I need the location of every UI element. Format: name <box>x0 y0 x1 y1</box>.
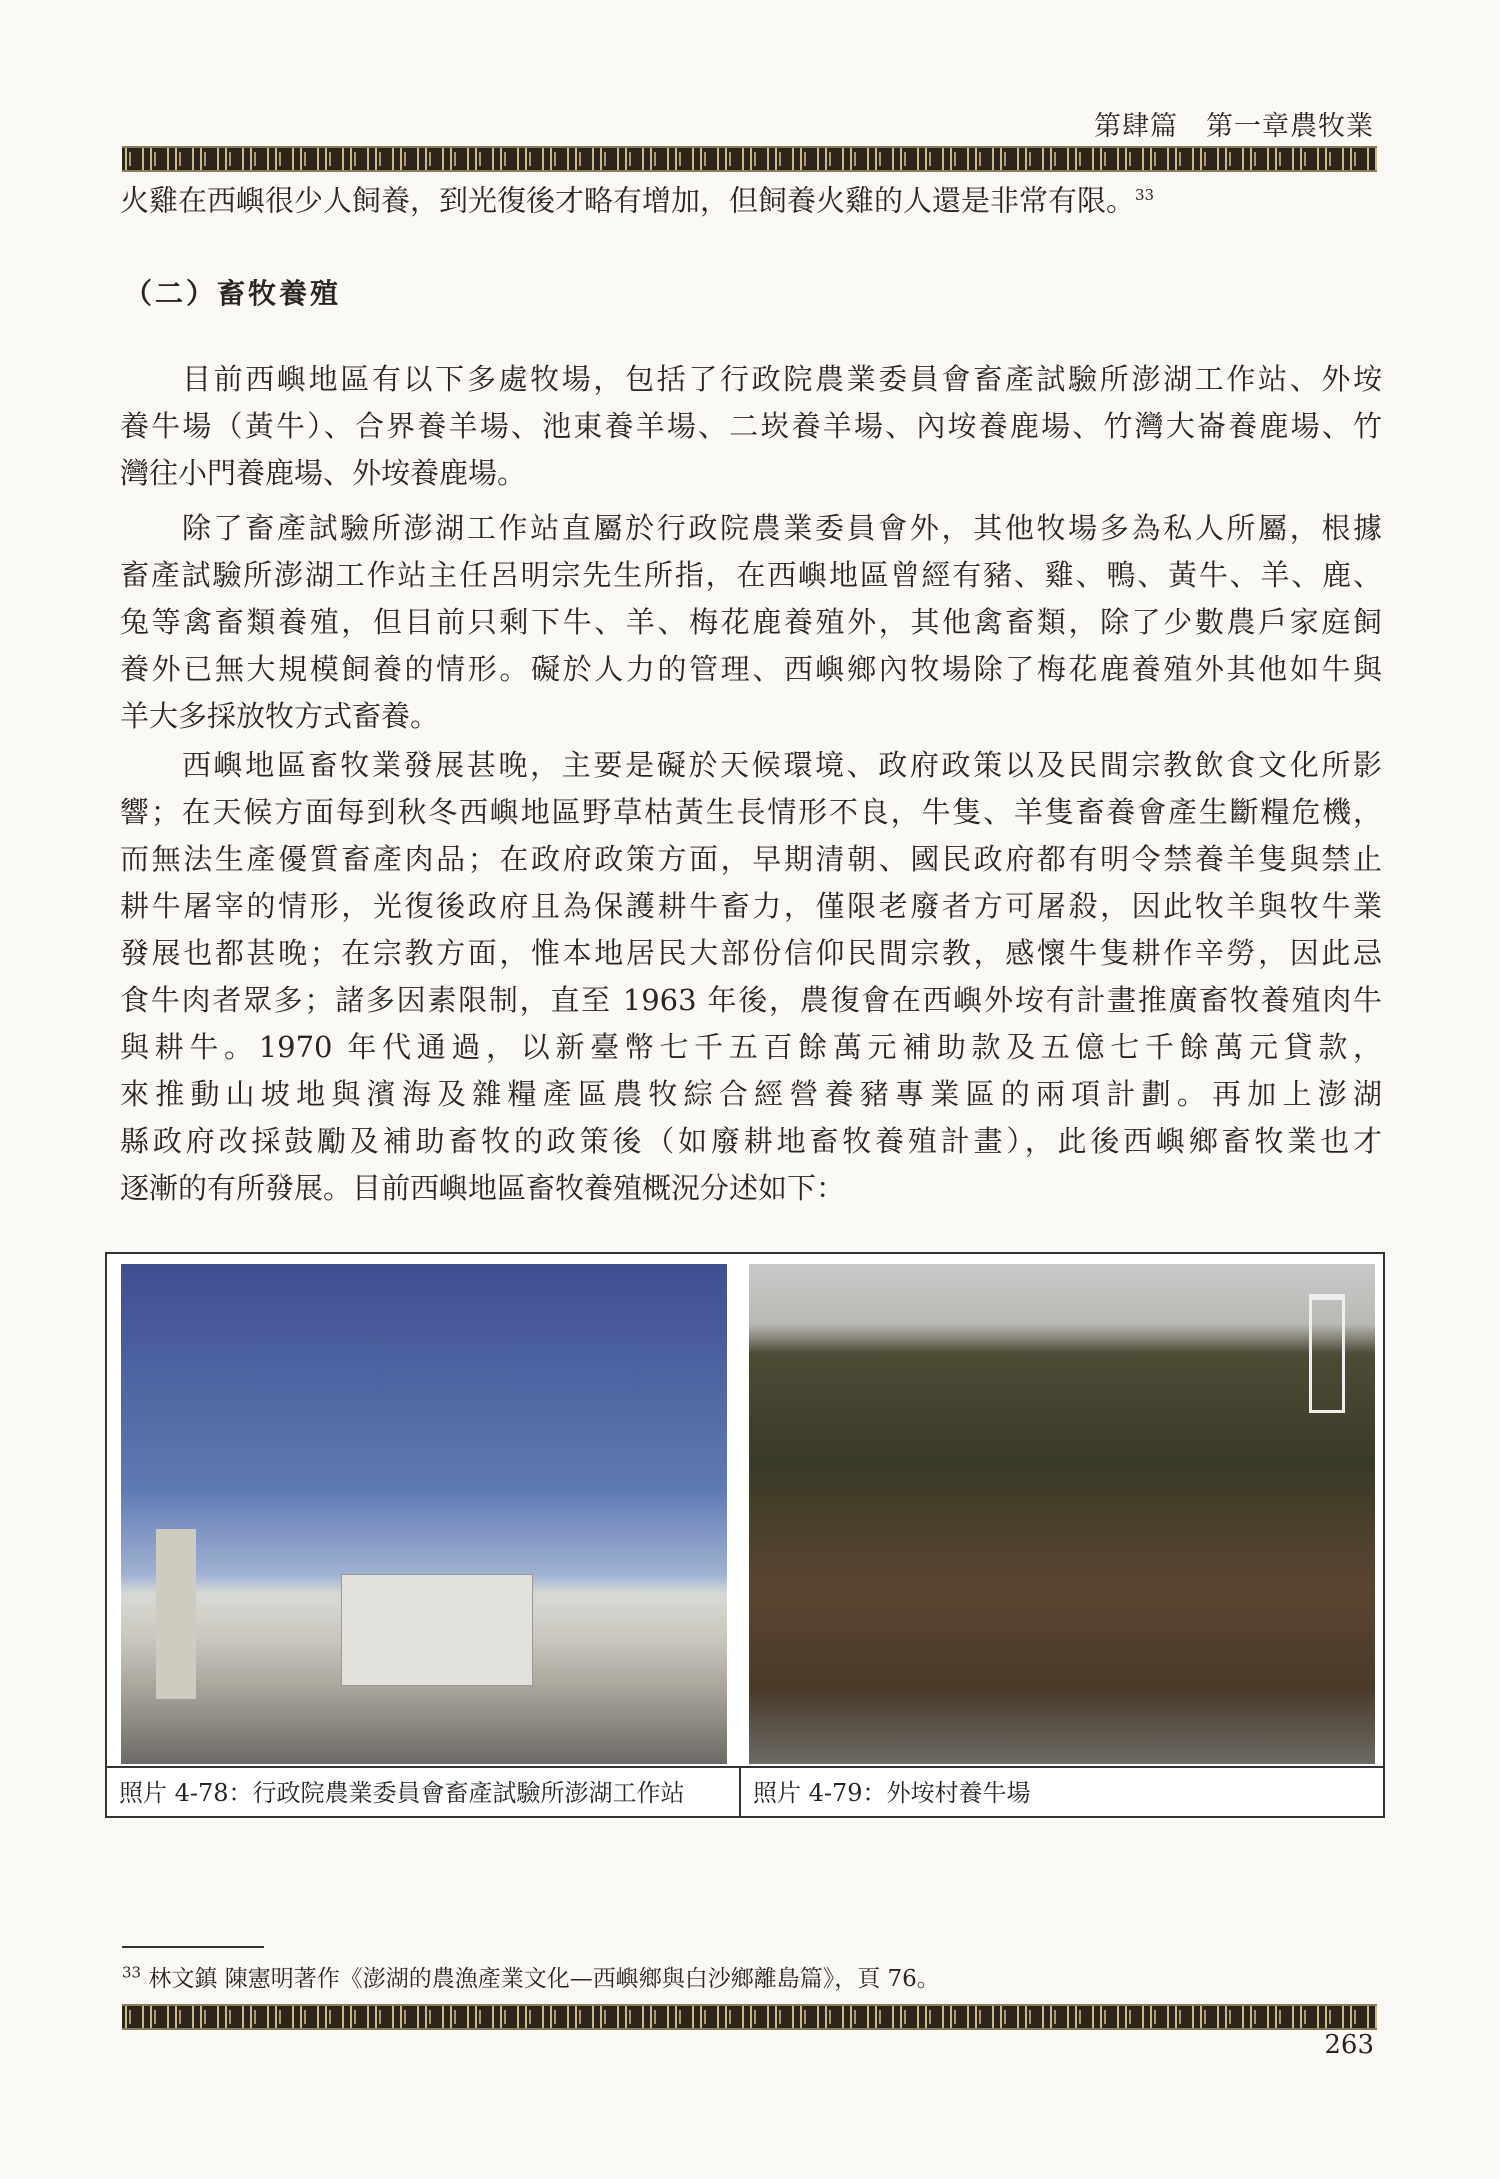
paragraph-line: 養牛場（黃牛）、合界養羊場、池東養羊場、二崁養羊場、內垵養鹿場、竹灣大崙養鹿場、竹 <box>120 409 1382 443</box>
footnote-separator <box>122 1946 264 1948</box>
section-heading: （二）畜牧養殖 <box>124 277 342 310</box>
paragraph-line: 發展也都甚晚；在宗教方面，惟本地居民大部份信仰民間宗教，感懷牛隻耕作辛勞，因此忌 <box>120 936 1382 970</box>
caption-photo-4-79: 照片 4-79：外垵村養牛場 <box>741 1766 1383 1816</box>
running-header: 第肆篇 第一章農牧業 <box>1094 111 1374 142</box>
lighthouse-tower <box>1309 1294 1345 1413</box>
paragraph-line: 耕牛屠宰的情形，光復後政府且為保護耕牛畜力，僅限老廢者方可屠殺，因此牧羊與牧牛業 <box>120 889 1382 923</box>
paragraph-line: 畜產試驗所澎湖工作站主任呂明宗先生所指，在西嶼地區曾經有豬、雞、鴨、黃牛、羊、鹿、 <box>120 558 1382 592</box>
paragraph-2 <box>120 505 1382 740</box>
paragraph-line: 除了畜產試驗所澎湖工作站直屬於行政院農業委員會外，其他牧場多為私人所屬，根據 <box>182 511 1382 545</box>
footnote-ref: 33 <box>1135 186 1155 204</box>
station-building <box>341 1574 533 1686</box>
footnote-text: 林文鎮 陳憲明著作《澎湖的農漁產業文化—西嶼鄉與白沙鄉離島篇》，頁 76。 <box>148 1966 940 1992</box>
photo-waian-cattle-farm <box>749 1264 1375 1764</box>
paragraph-line: 灣往小門養鹿場、外垵養鹿場。 <box>120 456 527 490</box>
paragraph-line: 而無法生產優質畜產肉品；在政府政策方面，早期清朝、國民政府都有明令禁養羊隻與禁止 <box>120 842 1382 876</box>
paragraph-3 <box>120 742 1382 1212</box>
paragraph-line: 食牛肉者眾多；諸多因素限制，直至 1963 年後，農復會在西嶼外垵有計畫推廣畜牧養殖肉牛 <box>120 983 1382 1017</box>
paragraph-line: 兔等禽畜類養殖，但目前只剩下牛、羊、梅花鹿養殖外，其他禽畜類，除了少數農戶家庭飼 <box>120 605 1382 639</box>
caption-photo-4-78: 照片 4-78：行政院農業委員會畜產試驗所澎湖工作站 <box>107 1766 741 1816</box>
paragraph-line: 與耕牛。1970 年代通過，以新臺幣七千五百餘萬元補助款及五億七千餘萬元貸款， <box>120 1030 1382 1064</box>
intro-text: 火雞在西嶼很少人飼養，到光復後才略有增加，但飼養火雞的人還是非常有限。 <box>120 183 1136 218</box>
paragraph-line: 來推動山坡地與濱海及雜糧產區農牧綜合經營養豬專業區的兩項計劃。再加上澎湖 <box>120 1077 1382 1111</box>
paragraph-line: 縣政府改採鼓勵及補助畜牧的政策後（如廢耕地畜牧養殖計畫），此後西嶼鄉畜牧業也才 <box>120 1124 1382 1158</box>
photo-livestock-research-station <box>121 1264 727 1764</box>
paragraph-1 <box>120 356 1382 497</box>
paragraph-line: 響；在天候方面每到秋冬西嶼地區野草枯黃生長情形不良，牛隻、羊隻畜養會產生斷糧危機， <box>120 795 1382 829</box>
paragraph-line: 羊大多採放牧方式畜養。 <box>120 699 440 733</box>
intro-paragraph <box>120 172 1382 219</box>
page-number: 263 <box>1324 2030 1374 2060</box>
footnote <box>122 1960 940 1993</box>
footnote-number: 33 <box>122 1963 142 1982</box>
top-decorative-border <box>122 146 1377 172</box>
gate-pillar <box>156 1529 196 1699</box>
paragraph-line: 西嶼地區畜牧業發展甚晚，主要是礙於天候環境、政府政策以及民間宗教飲食文化所影 <box>182 748 1382 782</box>
photo-figure <box>105 1252 1385 1818</box>
paragraph-line: 逐漸的有所發展。目前西嶼地區畜牧養殖概況分述如下： <box>120 1171 846 1205</box>
paragraph-line: 養外已無大規模飼養的情形。礙於人力的管理、西嶼鄉內牧場除了梅花鹿養殖外其他如牛與 <box>120 652 1382 686</box>
bottom-decorative-border <box>122 2004 1377 2030</box>
paragraph-line: 目前西嶼地區有以下多處牧場，包括了行政院農業委員會畜產試驗所澎湖工作站、外垵 <box>182 362 1382 396</box>
